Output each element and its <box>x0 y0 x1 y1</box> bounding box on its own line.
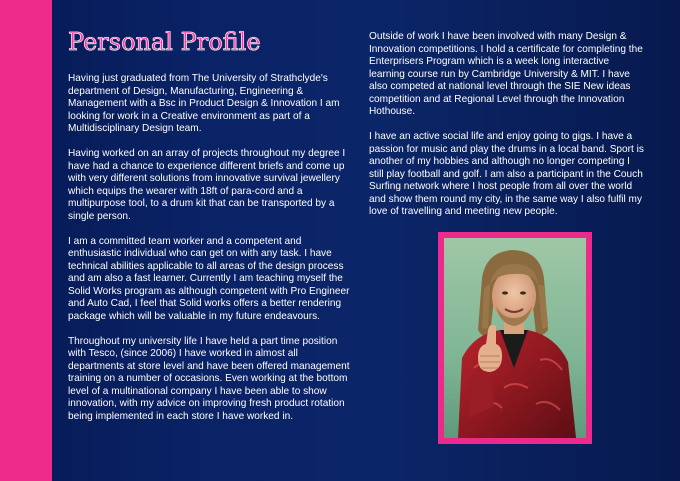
paragraph-education: Having just graduated from The University of Strathclyde's department of Design, Manufacturing, Engineering & Management with a Bsc in Product Design & Innovation I am looking for work in a Creative environment as part of a Multidisciplinary Design team. <box>68 73 340 134</box>
pink-side-strip <box>0 0 52 481</box>
right-text-column <box>369 31 646 231</box>
paragraph-employment: Throughout my university life I have held a part time position with Tesco, (since 2006) I have worked in almost all departments at store level and have been offered management training on a number of occasions. Even working at the bottom level of a multinational company I have been able to show innovation, with my advice on improving fresh product rotation being implemented in each store I have worked in. <box>68 335 350 422</box>
profile-photo <box>444 238 586 438</box>
left-text-column <box>68 73 352 436</box>
paragraph-competitions: Outside of work I have been involved with many Design & Innovation competitions. I hold a certificate for completing the Enterprisers Program which is a week long interactive learning course run by Cambridge University & MIT. I have also competed at national level through the SIE New ideas competition and at Regional Level through the Innovation Hothouse. <box>369 31 643 117</box>
paragraph-projects: Having worked on an array of projects throughout my degree I have had a chance to experience different briefs and come up with very different solutions from innovative survival jewellery which equips the wearer with 18ft of para-cord and a multipurpose tool, to a drum kit that can be transported by a single person. <box>68 148 346 222</box>
paragraph-skills: I am a committed team worker and a competent and enthusiastic individual who can get on with any task. I have technical abilities applicable to all areas of the design process and am also a fast learner. Currently I am teaching myself the Solid Works program as although competent with Pro Engineer and Auto Cad, I feel that Solid works offers a better rendering package which will be valuable in my future endeavours. <box>68 235 350 322</box>
profile-photo-frame <box>438 232 592 444</box>
page-title: Personal Profile <box>68 28 261 56</box>
paragraph-social-life: I have an active social life and enjoy going to gigs. I have a passion for music and play the drums in a local band. Sport is another of my hobbies and although no longer competing I still play football and golf. I am also a participant in the Couch Surfing network where I host people from all over the world and show them round my city, in the same way I also fulfil my love of travelling and meeting new people. <box>369 131 644 217</box>
